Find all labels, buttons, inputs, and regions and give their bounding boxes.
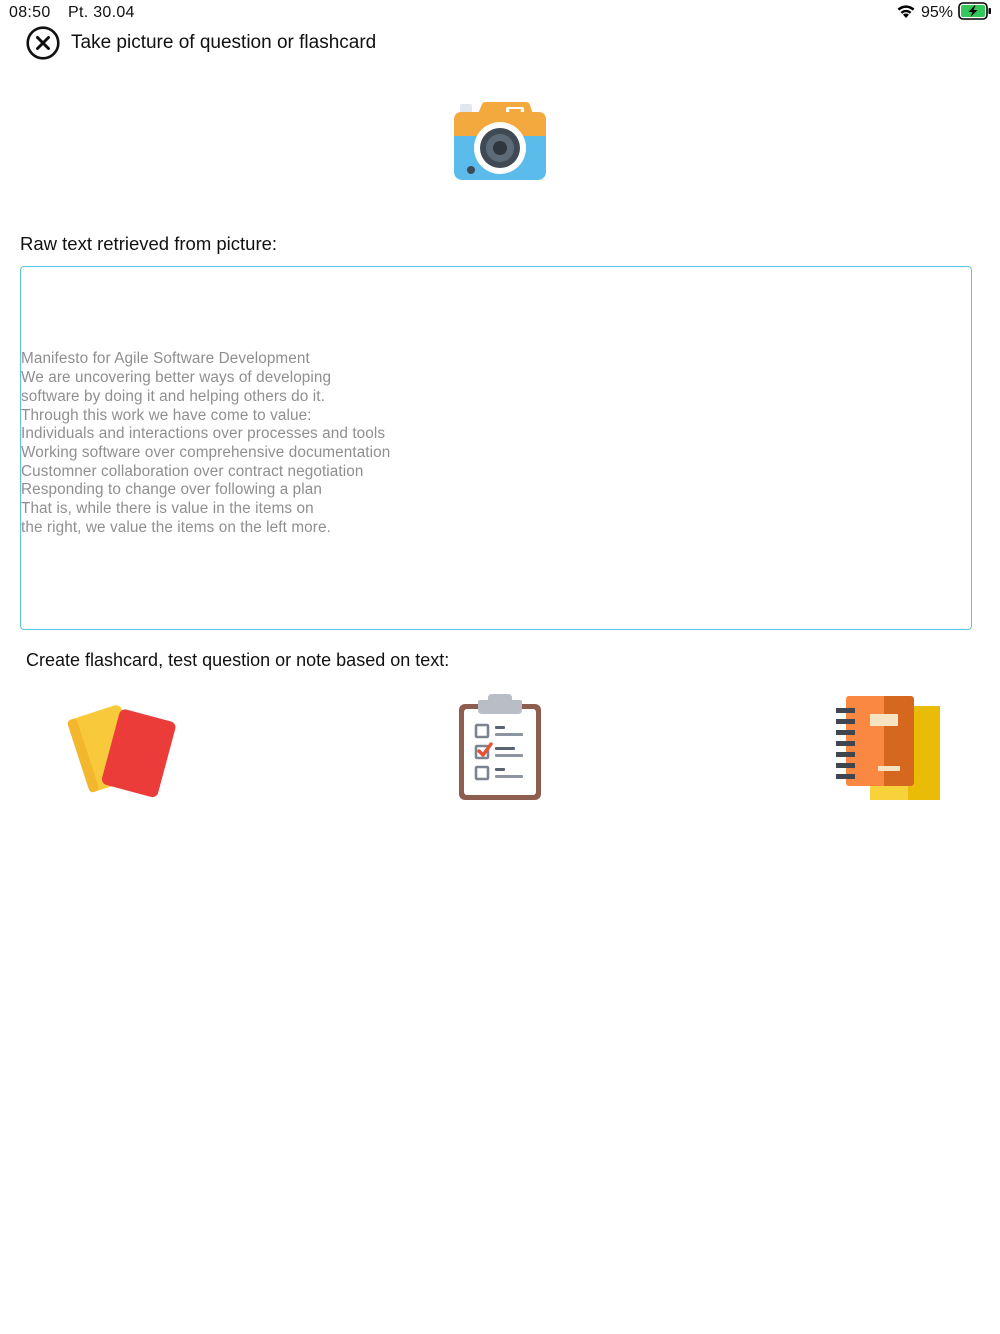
camera-button[interactable] [452, 100, 548, 182]
battery-charging-icon [958, 2, 992, 25]
create-test-question-button[interactable] [454, 694, 546, 804]
create-note-button[interactable] [832, 694, 944, 804]
status-indicators [896, 3, 992, 23]
battery-percent: 95% [920, 4, 953, 21]
test-question-clipboard-icon [454, 694, 546, 804]
raw-text-label: Raw text retrieved from picture: [20, 233, 278, 254]
status-date: Pt. 30.04 [68, 4, 135, 21]
close-circle-icon [26, 26, 60, 60]
status-bar [0, 0, 1000, 26]
raw-text-area[interactable] [20, 266, 972, 630]
page-title: Take picture of question or flashcard [71, 32, 377, 53]
wifi-icon [896, 3, 916, 24]
notebook-icon [832, 694, 944, 804]
raw-text-content[interactable]: Manifesto for Agile Software Development We are uncovering better ways of developing software by doing it and helping others do it. Through this work we have come to value: Individuals and interactions over processes and tools Working software over comprehensive documentation Customner collaboration over contract negotiation Responding to change over following a plan That is, while there is value in the items on the right, we value the items on the left more. [21, 350, 391, 536]
close-button[interactable] [26, 26, 60, 60]
flashcards-icon [66, 700, 180, 800]
create-flashcard-button[interactable] [66, 700, 180, 800]
create-label: Create flashcard, test question or note based on text: [26, 650, 450, 670]
header [26, 26, 376, 60]
status-time: 08:50 [9, 4, 51, 21]
camera-icon [452, 100, 548, 182]
